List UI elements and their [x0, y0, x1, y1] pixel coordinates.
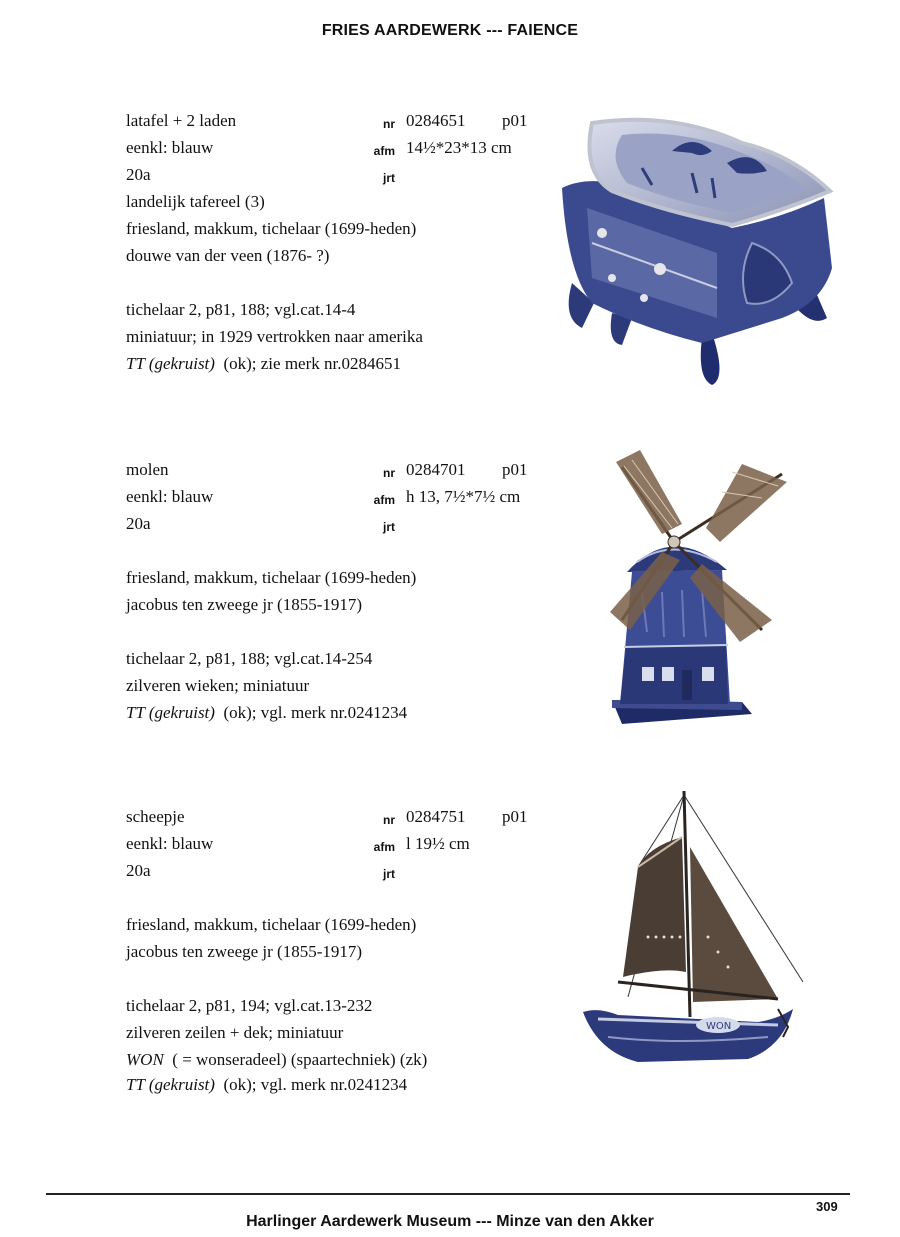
blue-delft-ship-icon [578, 787, 818, 1087]
value-literatuur: tichelaar 2, p81, 194; vgl.cat.13-232 [126, 996, 373, 1015]
value-opschrift-line2 [126, 1075, 407, 1095]
value-opschrift [126, 354, 401, 374]
opschrift-text: (ok); vgl. merk nr.0241234 [223, 703, 408, 722]
value-p: p01 [502, 111, 528, 130]
label-afm: afm [373, 840, 395, 854]
value-kleur: eenkl: blauw [126, 834, 214, 853]
value-nr: 0284751 [406, 807, 466, 826]
value-literatuur: tichelaar 2, p81, 188; vgl.cat.14-254 [126, 649, 373, 668]
value-opmerking: miniatuur; in 1929 vertrokken naar amerika [126, 327, 423, 346]
opschrift-text: (ok); zie merk nr.0284651 [223, 354, 401, 373]
value-afm: 14½*23*13 cm [406, 138, 512, 157]
value-opmerking: zilveren zeilen + dek; miniatuur [126, 1023, 344, 1042]
value-voorstelling: landelijk tafereel (3) [126, 192, 265, 211]
value-p: p01 [502, 807, 528, 826]
value-opschrift [126, 1050, 427, 1070]
page-header: FRIES AARDEWERK --- FAIENCE [321, 22, 579, 39]
value-afm: h 13, 7½*7½ cm [406, 487, 521, 506]
opschrift-text: ( = wonseradeel) (spaartechniek) (zk) [172, 1050, 428, 1069]
label-jrt: jrt [383, 520, 395, 534]
value-datering: 20a [126, 861, 151, 880]
footer-rule [46, 1193, 850, 1195]
value-kleur: eenkl: blauw [126, 487, 214, 506]
opschrift-mark: TT (gekruist) [126, 703, 215, 722]
opschrift2-text: (ok); vgl. merk nr.0241234 [223, 1075, 408, 1094]
label-jrt: jrt [383, 867, 395, 881]
value-fabrikaat: friesland, makkum, tichelaar (1699-heden) [126, 568, 417, 587]
label-jrt: jrt [383, 171, 395, 185]
value-schilder: jacobus ten zweege jr (1855-1917) [126, 595, 363, 614]
won-mark: WON [706, 1021, 732, 1032]
opschrift2-mark: TT (gekruist) [126, 1075, 215, 1094]
value-voorwerp: scheepje [126, 807, 185, 826]
value-nr: 0284651 [406, 111, 466, 130]
label-nr: nr [383, 466, 395, 480]
opschrift-mark: TT (gekruist) [126, 354, 215, 373]
value-literatuur: tichelaar 2, p81, 188; vgl.cat.14-4 [126, 300, 356, 319]
label-nr: nr [383, 813, 395, 827]
page-footer: Harlinger Aardewerk Museum --- Minze van den Akker [246, 1213, 654, 1230]
blue-delft-commode-icon [552, 113, 850, 403]
value-nr: 0284701 [406, 460, 466, 479]
blue-delft-windmill-icon [602, 442, 802, 747]
value-fabrikaat: friesland, makkum, tichelaar (1699-heden) [126, 915, 417, 934]
page-number: 309 [816, 1199, 838, 1214]
value-schilder: douwe van der veen (1876- ?) [126, 246, 330, 265]
label-afm: afm [373, 493, 395, 507]
value-p: p01 [502, 460, 528, 479]
value-fabrikaat: friesland, makkum, tichelaar (1699-heden) [126, 219, 417, 238]
value-kleur: eenkl: blauw [126, 138, 214, 157]
opschrift-mark: WON [126, 1050, 164, 1069]
value-datering: 20a [126, 514, 151, 533]
value-schilder: jacobus ten zweege jr (1855-1917) [126, 942, 363, 961]
value-voorwerp: molen [126, 460, 169, 479]
value-datering: 20a [126, 165, 151, 184]
label-afm: afm [373, 144, 395, 158]
value-opschrift [126, 703, 407, 723]
value-afm: l 19½ cm [406, 834, 470, 853]
value-opmerking: zilveren wieken; miniatuur [126, 676, 310, 695]
value-voorwerp: latafel + 2 laden [126, 111, 237, 130]
label-nr: nr [383, 117, 395, 131]
